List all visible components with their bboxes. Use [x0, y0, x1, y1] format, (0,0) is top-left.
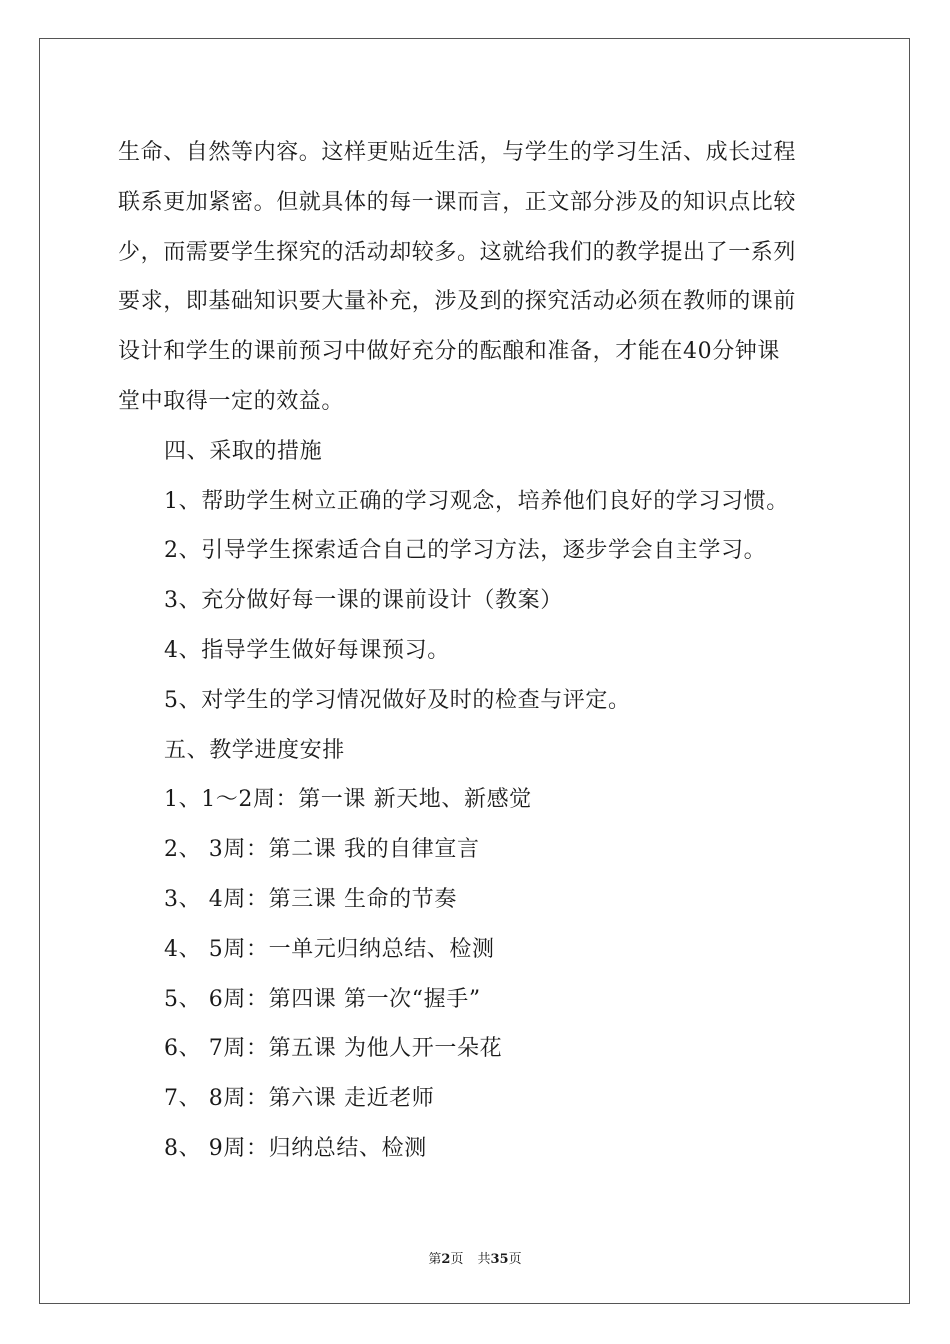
measure-item: 2、引导学生探索适合自己的学习方法，逐步学会自主学习。 [164, 538, 767, 564]
section-heading-schedule: 五、教学进度安排 [164, 737, 345, 763]
measure-item: 5、对学生的学习情况做好及时的检查与评定。 [164, 687, 631, 713]
measure-item: 4、指导学生做好每课预习。 [164, 637, 450, 663]
page-total-prefix: 共 [477, 1252, 491, 1267]
page-number-current: 2 [441, 1252, 451, 1267]
measure-item: 3、充分做好每一课的课前设计（教案） [164, 588, 563, 614]
schedule-item: 7、 8周：第六课 走近老师 [164, 1086, 435, 1112]
body-line: 堂中取得一定的效益。 [118, 388, 345, 414]
schedule-item: 8、 9周：归纳总结、检测 [164, 1135, 427, 1161]
section-heading-measures: 四、采取的措施 [164, 438, 323, 464]
schedule-item: 4、 5周：一单元归纳总结、检测 [164, 936, 495, 962]
measure-item: 1、帮助学生树立正确的学习观念，培养他们良好的学习习惯。 [164, 488, 789, 514]
page-number-prefix: 第 [428, 1252, 442, 1267]
document-body [118, 128, 834, 1174]
body-line: 设计和学生的课前预习中做好充分的酝酿和准备，才能在40分钟课 [118, 339, 780, 365]
body-line: 要求，即基础知识要大量补充，涉及到的探究活动必须在教师的课前 [118, 289, 797, 315]
page-number-total: 35 [490, 1252, 509, 1267]
page-number-suffix: 页 [450, 1252, 464, 1267]
page-total-suffix: 页 [508, 1252, 522, 1267]
body-line: 少，而需要学生探究的活动却较多。这就给我们的教学提出了一系列 [118, 239, 797, 265]
body-line: 生命、自然等内容。这样更贴近生活，与学生的学习生活、成长过程 [118, 140, 797, 165]
schedule-item: 6、 7周：第五课 为他人开一朵花 [164, 1036, 503, 1062]
schedule-item: 2、 3周：第二课 我的自律宣言 [164, 837, 480, 863]
schedule-item: 1、1～2周：第一课 新天地、新感觉 [164, 787, 532, 813]
body-line: 联系更加紧密。但就具体的每一课而言，正文部分涉及的知识点比较 [118, 189, 797, 215]
schedule-item: 3、 4周：第三课 生命的节奏 [164, 886, 457, 912]
page-footer [0, 1248, 950, 1267]
schedule-item: 5、 6周：第四课 第一次“握手” [164, 986, 481, 1012]
